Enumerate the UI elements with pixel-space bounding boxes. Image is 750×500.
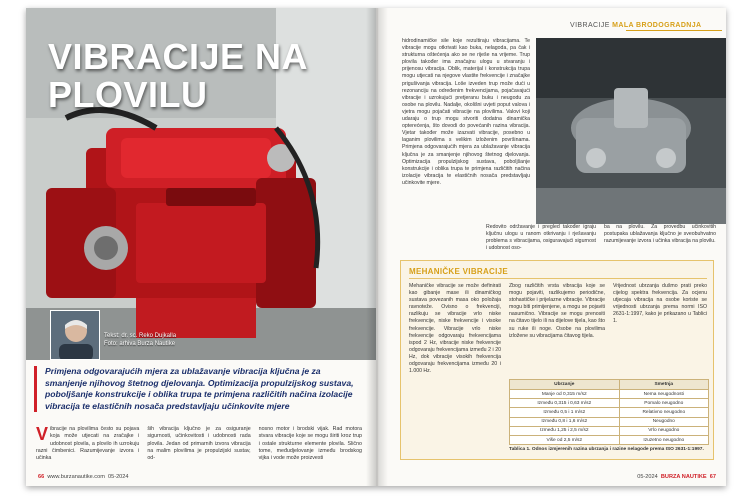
right-top-column: hidrodinamičke sile koje rezultiraju vibracijama. Te vibracije mogu otkrivati kao buka, nelagoda, pa čak i strukturna oštećenja ako se ne riješe na vrijeme. Trup plovila također ima značajnu ulogu u stvaranju i prijenosu vibracija. Oblik, materijal i konstrukcija trupa mogu utjecati na njegove vlastite frekvencije i značajke prigušivanja vibracija. Loše izveden trup može dući u rezonanciju na određenim frekvencijama, pojačavajući vibracije i uzrokujući pretjeranu buku i neugodu za osobe na plovilu. Nadalje, okolišni uvjeti poput valova i vjetra mogu pojačati vibracije na plovilima. Valovi koji udaraju o trup mogu stvoriti dodatna dinamička opterećenja, što dovodi do povećanih razina vibracija. Vjetar također može izazvati vibracije, posebno u laganim plovilima s velikim izloženim površinama. Primjena odgovarajućih mjera za ublažavanje vibracija ključna je za smanjenje njihovog štetnog djelovanja. Optimizacija propulzijskog sustava, poboljšanje konstrukcije i oblika trupa te primjena različitih načina izolacije vibracija te elastičnih nosača predstavljaju učinkovite mjere. [402, 38, 530, 186]
left-page [26, 8, 376, 486]
table-row [510, 390, 709, 399]
table-cell: Vrlo neugodno [619, 426, 708, 435]
photo-credits [104, 332, 176, 348]
engine-mount-illustration [536, 38, 726, 224]
sidebar-column-3: Vrijednost ubrzanja dušmo prati preko cijelog spektra frekvencija. Za ocjenu utjecaja vibracija na osobe koriste se vrijednosti ubrzanja prema normi ISO 2631-1:1997, kako je prikazano u Tablici 1. [613, 283, 707, 325]
right-footer [637, 474, 716, 480]
table-row [510, 426, 709, 435]
table-cell: Manje od 0,315 m/s2 [510, 390, 620, 399]
table-cell: Neugodno [619, 417, 708, 426]
table-cell: Relativno neugodno [619, 408, 708, 417]
article-headline [48, 38, 348, 114]
left-footer [38, 474, 129, 480]
table-cell: Pomalo neugodno [619, 399, 708, 408]
table-row [510, 435, 709, 444]
section-prefix: VIBRACIJE [570, 22, 610, 29]
table-cell: Više od 2,5 m/s2 [510, 435, 620, 444]
footer-site: www.burzanautike.com [47, 474, 105, 480]
body-columns-left [36, 426, 362, 462]
right-mid-column-1: Redovito održavanje i pregled također igraju ključnu ulogu u ranom otkrivanju i rješavanju problema s vibracijama, osiguravajući sigurnost i udobnost oso- [486, 224, 596, 252]
left-page-number: 66 [38, 474, 45, 480]
table-row [510, 399, 709, 408]
right-page-number: 67 [709, 474, 716, 480]
person-icon [51, 311, 100, 360]
footer-issue-right: 05-2024 [637, 474, 658, 480]
right-mid-column-2: ba na plovilu. Za provedbu učinkovitih postupaka ublažavanja ključno je sveobuhvatno razumijevanje izvora i učinka vibracija na plovilu. [604, 224, 716, 245]
table-cell: Između 0,315 i 0,63 m/s2 [510, 399, 620, 408]
author-portrait [50, 310, 100, 360]
table-header-row [510, 380, 709, 390]
table-caption: Tablica 1. Odnos izmjerenih razina ubrzanja i razine nelagode prema ISO 2631-1:1997. [509, 447, 704, 452]
sidebar-title: MEHANIČKE VIBRACIJE [409, 267, 509, 276]
credit-photo: Foto: arhiva Burza Nautike [104, 341, 176, 347]
table-row [510, 417, 709, 426]
table-cell: Izuzetno neugodno [619, 435, 708, 444]
body-column-1-text: ibracije na plovilima često su pojava koja može utjecati na zračajke i udobnost plovila, a plovilo ih uzrokuju razni čimbenici. Razumijevanje izvora i učinka [36, 426, 140, 462]
engine-photo [26, 8, 376, 360]
footer-issue-left: 05-2024 [107, 474, 129, 480]
sidebar-column-1: Mehaničke vibracije se može definirati kao gibanje mase ili dinamičkog sustava povezanih masa oko položaja ravnoteže. Ovisno o frekvenciji, razlikuju se vibracije vrlo niske frekvencije, niske frekvencije i visoke frekvencije. Vibracije vrlo niske frekvencije odgovaraju frekvencijama ispod 2 Hz, vibracije niske frekvencije odgovaraju frekvencijama između 2 i 20 Hz, dok vibracije visokih frekvencija odgovaraju frekvencijama između 20 i 1.000 Hz. [409, 283, 501, 375]
body-column-2: ših vibracija ključno je za osiguranje sigurnosti, učinkovitosti i udobnosti rada plovila. Jedan od primarnih izvora vibracija na malim plovilima je propulzijski sustav, od- [147, 426, 251, 462]
page-gutter [366, 8, 388, 486]
section-name: MALA BRODOGRADNJA [612, 22, 702, 29]
headline-line-1: VIBRACIJE NA [48, 36, 309, 77]
sidebar-box [400, 260, 714, 460]
table-header: Ubrzanje [510, 380, 620, 390]
body-column-3: nosno motor i brodski vijak. Rad motora stvara vibracije koje se mogu širiti kroz trup i ostale strukturne elemente plovila. Slično tome, međudjelovanje između brodskog vijka i vode može proizvesti [258, 426, 362, 462]
drop-cap: V [36, 424, 49, 444]
sidebar-rule [409, 278, 707, 279]
table-cell: Između 0,8 i 1,6 m/s2 [510, 417, 620, 426]
table-row [510, 408, 709, 417]
table-header: Smetnja [619, 380, 708, 390]
vibration-table [509, 379, 709, 445]
right-page [376, 8, 726, 486]
body-column-1 [36, 426, 139, 462]
section-tag [570, 22, 702, 29]
sidebar-column-2: Zbog različitih vrsta vibracija koje se mogu pojaviti, razlikujemo periodične, stohastičke i prijelazne vibracije. Vibracije mogu biti primijenjene, a mogu se pojaviti nasumično. Vibracije se mogu prenositi na čitavo tijelo ili na dijelove tijela, kao što su ruke ili noge. Osobe na plovilima izložene su vibracijama čitavog tijela. [509, 283, 605, 339]
headline-line-2: PLOVILU [48, 74, 208, 115]
footer-brand: BURZA NAUTIKE [660, 474, 707, 480]
credit-text: Tekst: dr. sc. Reko Dujkalla [104, 333, 177, 339]
table-cell: Nema neugodnosti [619, 390, 708, 399]
engine-mount-photo [536, 38, 726, 224]
table-cell: Između 0,5 i 1 m/s2 [510, 408, 620, 417]
table-cell: Između 1,25 i 2,5 m/s2 [510, 426, 620, 435]
section-rule [626, 30, 722, 31]
article-lead: Primjena odgovarajućih mjera za ublažavanje vibracija ključna je za smanjenje njihovog štetnog djelovanja. Optimizacija propulzijskog sustava, poboljšanje konstrukcije i oblika trupa te primjena različitih načina izolacije vibracija te elastičnih nosača predstavljaju učinkovite mjere [34, 366, 364, 412]
magazine-spread [26, 8, 726, 486]
